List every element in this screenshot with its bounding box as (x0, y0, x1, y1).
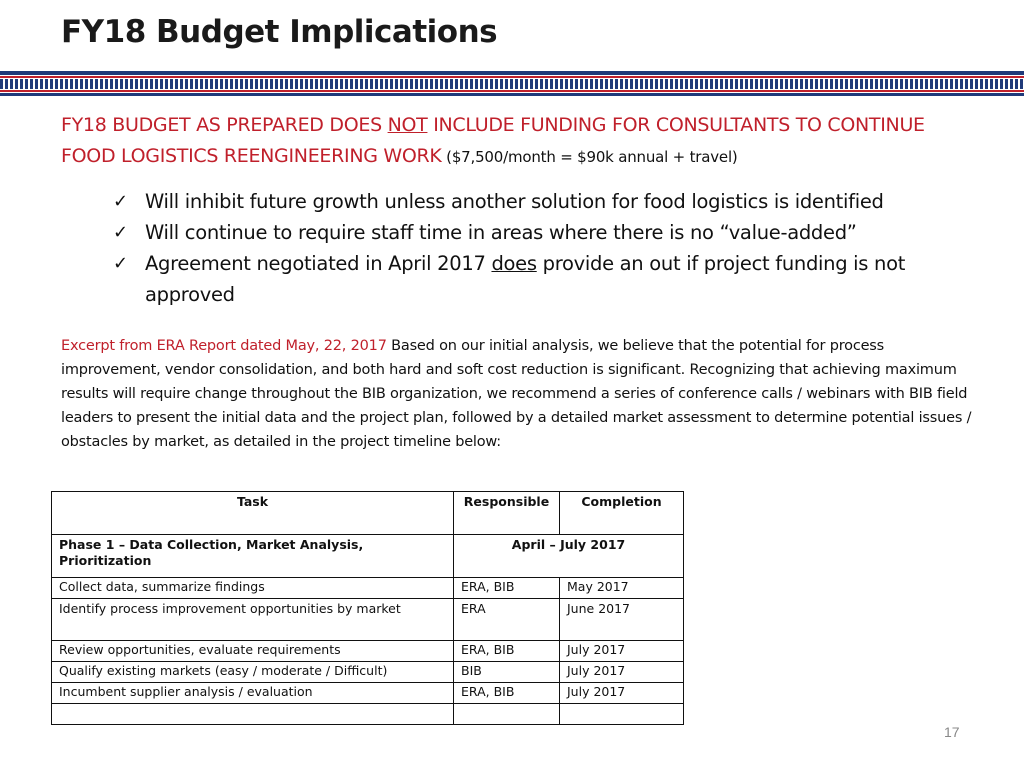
bullet-text: Will continue to require staff time in areas where there is no “value-added” (145, 221, 857, 244)
empty-cell (560, 704, 684, 725)
table-row (52, 641, 684, 662)
excerpt-body: Based on our initial analysis, we believe that the potential for process improvement, vendor consolidation, and both hard and soft cost reduction is significant. Recognizing that achieving maximum results will require change throughout the BIB organization, we recommend a series of conference calls / webinars with BIB field leaders to present the initial data and the project plan, followed by a detailed market assessment to determine potential issues / obstacles by market, as detailed in the project timeline below: (61, 338, 972, 450)
budget-headline (61, 110, 981, 173)
completion-cell: May 2017 (560, 578, 684, 599)
table-row (52, 599, 684, 641)
completion-cell: July 2017 (560, 641, 684, 662)
table-row-empty (52, 704, 684, 725)
phase-row (52, 535, 684, 578)
flag-stripe-divider (0, 71, 1024, 97)
completion-cell: July 2017 (560, 683, 684, 704)
task-cell: Identify process improvement opportunities by market (52, 599, 454, 641)
task-cell: Qualify existing markets (easy / moderate / Difficult) (52, 662, 454, 683)
task-cell: Review opportunities, evaluate requirements (52, 641, 454, 662)
era-report-excerpt (61, 334, 986, 454)
responsible-cell: ERA (454, 599, 560, 641)
empty-cell (454, 704, 560, 725)
list-item (113, 217, 993, 248)
table-row (52, 683, 684, 704)
responsible-cell: ERA, BIB (454, 641, 560, 662)
project-timeline-table (51, 491, 684, 725)
checkmark-icon: ✓ (113, 222, 128, 243)
bullet-text-underlined: does (491, 252, 537, 275)
checkmark-icon: ✓ (113, 191, 128, 212)
table-row (52, 662, 684, 683)
phase-label: Phase 1 – Data Collection, Market Analysis, Prioritization (52, 535, 454, 578)
page-number: 17 (944, 724, 960, 740)
phase-dates: April – July 2017 (454, 535, 684, 578)
responsible-cell: ERA, BIB (454, 578, 560, 599)
headline-part1: FY18 BUDGET AS PREPARED DOES (61, 114, 388, 136)
slide-title: FY18 Budget Implications (61, 14, 498, 50)
task-cell: Collect data, summarize findings (52, 578, 454, 599)
headline-emphasis: NOT (387, 114, 428, 136)
task-cell: Incumbent supplier analysis / evaluation (52, 683, 454, 704)
bullet-text-pre: Agreement negotiated in April 2017 (145, 252, 492, 275)
headline-part2: INCLUDE FUNDING FOR CONSULTANTS TO CONTINUE FOOD LOGISTICS REENGINEERING WORK (61, 114, 925, 167)
header-completion: Completion (560, 492, 684, 535)
bullet-text-post: provide an out if project funding is not approved (145, 252, 906, 306)
bullet-text: Will inhibit future growth unless another solution for food logistics is identified (145, 190, 884, 213)
empty-cell (52, 704, 454, 725)
table-row (52, 578, 684, 599)
table-header-row (52, 492, 684, 535)
completion-cell: June 2017 (560, 599, 684, 641)
responsible-cell: BIB (454, 662, 560, 683)
excerpt-label: Excerpt from ERA Report dated May, 22, 2017 (61, 338, 387, 354)
header-responsible: Responsible (454, 492, 560, 535)
list-item (113, 248, 993, 310)
responsible-cell: ERA, BIB (454, 683, 560, 704)
headline-cost-note: ($7,500/month = $90k annual + travel) (441, 148, 738, 166)
implications-list (113, 186, 993, 310)
list-item (113, 186, 993, 217)
completion-cell: July 2017 (560, 662, 684, 683)
checkmark-icon: ✓ (113, 253, 128, 274)
header-task: Task (52, 492, 454, 535)
